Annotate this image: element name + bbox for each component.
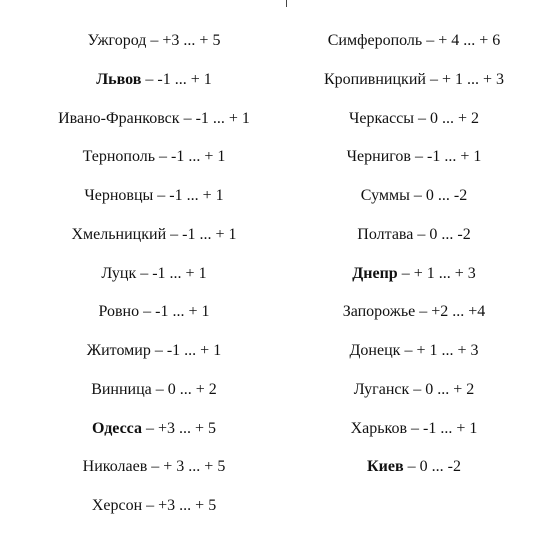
city-name: Днепр <box>352 265 398 282</box>
city-name: Луцк <box>101 265 137 282</box>
temperature-range: – +3 ... + 5 <box>141 420 217 437</box>
city-name: Николаев <box>82 458 148 475</box>
city-name: Черкассы <box>348 110 415 127</box>
temperature-range: – + 1 ... + 3 <box>397 265 476 282</box>
temperature-range: – -1 ... + 1 <box>139 303 210 320</box>
city-name: Запорожье <box>342 303 416 320</box>
city-row-lviv <box>14 70 294 90</box>
text-cursor <box>286 0 287 7</box>
city-row-luhansk <box>274 380 554 400</box>
temperature-range: – 0 ... + 2 <box>409 381 475 398</box>
city-row-sumy <box>274 186 554 206</box>
city-row-mykolaiv <box>14 457 294 477</box>
city-row-uzhgorod <box>14 31 294 51</box>
city-row-odesa <box>14 419 294 439</box>
temperature-range: – -1 ... + 1 <box>153 187 224 204</box>
city-row-kyiv <box>274 457 554 477</box>
temperature-range: – + 1 ... + 3 <box>400 342 479 359</box>
temperature-range: – + 3 ... + 5 <box>147 458 226 475</box>
city-name: Херсон <box>91 497 143 514</box>
city-name: Одесса <box>91 420 142 437</box>
city-name: Симферополь <box>327 32 423 49</box>
city-row-lutsk <box>14 264 294 284</box>
city-name: Хмельницкий <box>71 226 167 243</box>
city-row-kropyvnytskyi <box>274 70 554 90</box>
temperature-range: – -1 ... + 1 <box>166 226 237 243</box>
city-row-cherkasy <box>274 109 554 129</box>
temperature-range: – -1 ... + 1 <box>179 110 250 127</box>
city-row-poltava <box>274 225 554 245</box>
city-row-ivano-frankivsk <box>14 109 294 129</box>
city-name: Полтава <box>357 226 414 243</box>
temperature-range: – -1 ... + 1 <box>155 148 226 165</box>
temperature-range: – 0 ... -2 <box>409 187 468 204</box>
city-row-kharkiv <box>274 419 554 439</box>
temperature-range: – -1 ... + 1 <box>141 71 212 88</box>
temperature-range: – -1 ... + 1 <box>410 148 482 165</box>
city-row-khmelnytskyi <box>14 225 294 245</box>
temperature-range: – + 4 ... + 6 <box>422 32 501 49</box>
city-row-zaporizhzhia <box>274 302 554 322</box>
city-name: Львов <box>96 71 142 88</box>
temperature-range: – +3 ... + 5 <box>142 497 217 514</box>
temperature-range: – 0 ... + 2 <box>414 110 480 127</box>
city-row-simferopol <box>274 31 554 51</box>
city-row-ternopil <box>14 147 294 167</box>
city-row-donetsk <box>274 341 554 361</box>
temperature-range: – 0 ... -2 <box>403 458 461 475</box>
city-row-dnipro <box>274 264 554 284</box>
city-name: Харьков <box>350 420 408 437</box>
temperature-range: – -1 ... + 1 <box>150 342 222 359</box>
city-row-chernihiv <box>274 147 554 167</box>
city-row-zhytomyr <box>14 341 294 361</box>
city-name: Ровно <box>98 303 140 320</box>
temperature-range: – 0 ... + 2 <box>151 381 217 398</box>
city-name: Винница <box>91 381 152 398</box>
city-row-chernivtsi <box>14 186 294 206</box>
city-name: Чернигов <box>346 148 411 165</box>
temperature-range: – -1 ... + 1 <box>407 420 478 437</box>
city-name: Киев <box>367 458 404 475</box>
city-row-rivne <box>14 302 294 322</box>
city-name: Черновцы <box>84 187 154 204</box>
city-name: Ужгород <box>87 32 147 49</box>
city-name: Суммы <box>360 187 410 204</box>
city-name: Тернополь <box>82 148 156 165</box>
city-name: Луганск <box>353 381 410 398</box>
temperature-range: – + 1 ... + 3 <box>425 71 504 88</box>
city-row-kherson <box>14 496 294 516</box>
temperature-range: – -1 ... + 1 <box>136 265 207 282</box>
city-name: Житомир <box>86 342 151 359</box>
city-name: Кропивницкий <box>324 71 426 88</box>
temperature-range: – +2 ... +4 <box>415 303 486 320</box>
city-name: Ивано-Франковск <box>58 110 180 127</box>
city-row-vinnytsia <box>14 380 294 400</box>
temperature-range: – +3 ... + 5 <box>146 32 221 49</box>
city-name: Донецк <box>349 342 401 359</box>
temperature-range: – 0 ... -2 <box>413 226 471 243</box>
